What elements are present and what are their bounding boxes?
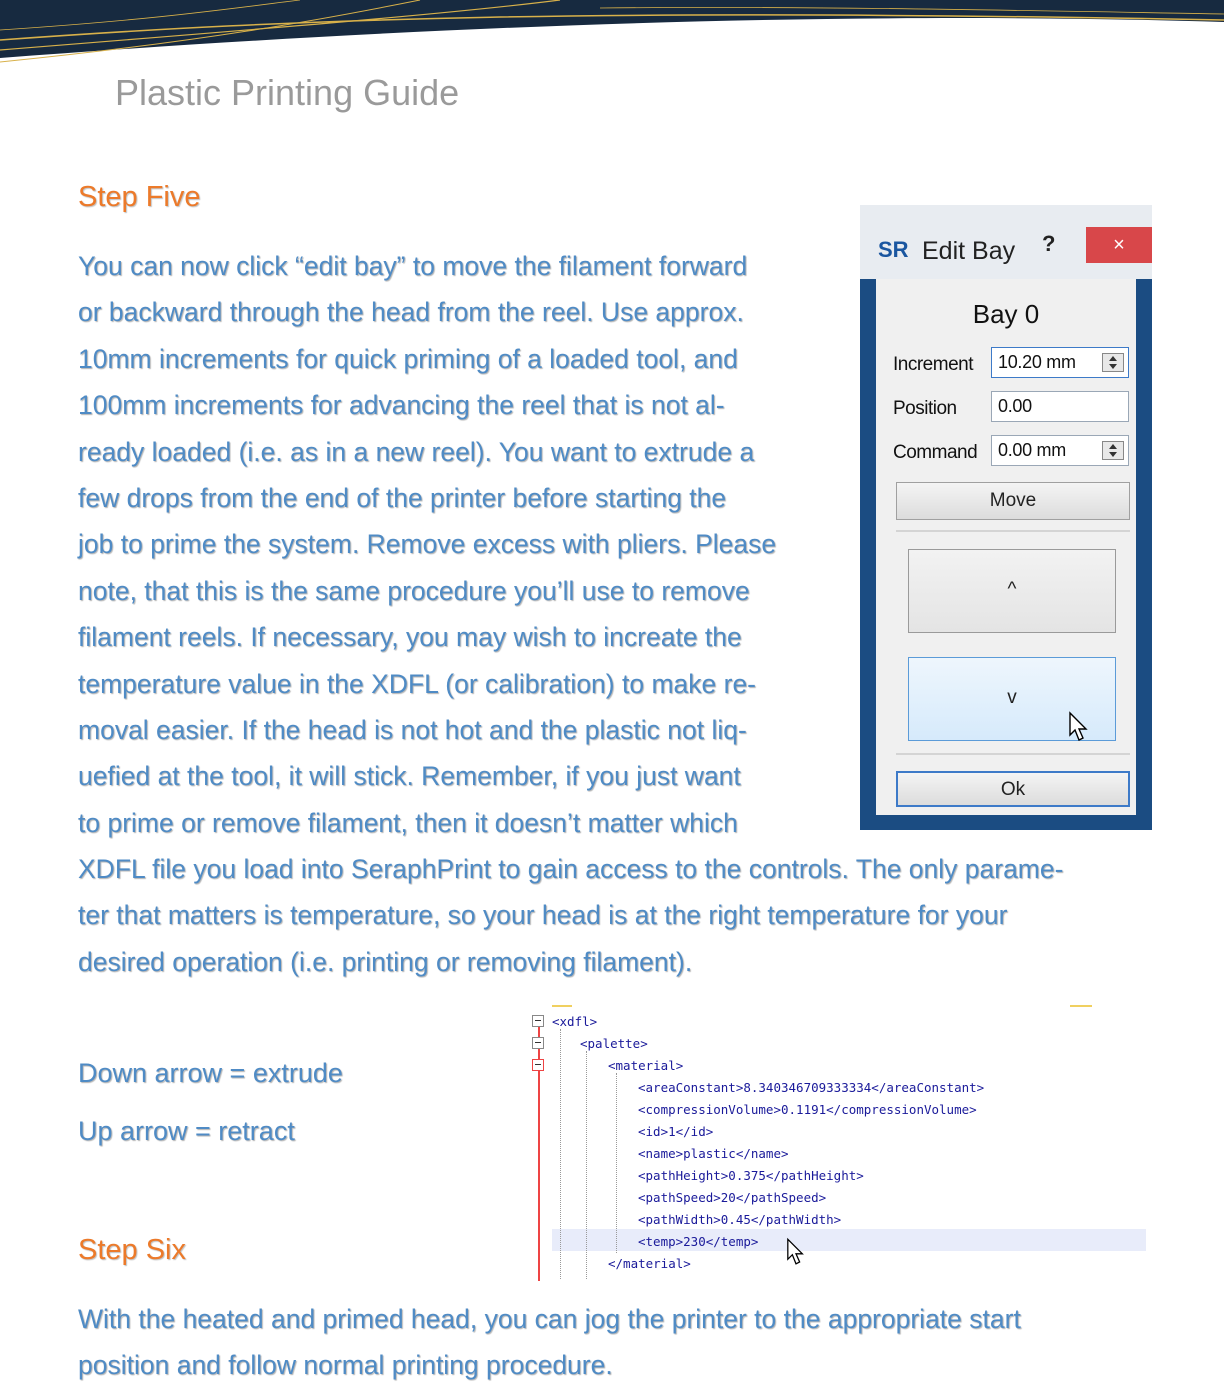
- fold-toggle-icon[interactable]: [532, 1037, 544, 1049]
- step-five-paragraph-continued: [78, 846, 1063, 985]
- paragraph-line: or backward through the head from the reel. Use approx.: [78, 297, 744, 328]
- paragraph-line: moval easier. If the head is not hot and the plastic not liq-: [78, 715, 747, 746]
- xml-line: <material>: [608, 1058, 684, 1073]
- xml-line: <name>plastic</name>: [638, 1146, 789, 1161]
- position-value: 0.00: [998, 396, 1032, 416]
- separator: [896, 530, 1130, 532]
- mouse-cursor-icon: [786, 1237, 806, 1267]
- mouse-cursor-icon: [1068, 711, 1090, 743]
- dialog-body: [876, 279, 1136, 815]
- paragraph-line: XDFL file you load into SeraphPrint to gain access to the controls. The only parame-: [78, 854, 1064, 884]
- xml-line: <temp>230</temp>: [638, 1234, 759, 1249]
- dialog-title: Edit Bay: [922, 237, 1016, 265]
- legend-up-arrow: Up arrow = retract: [78, 1116, 295, 1146]
- step-six-paragraph: [78, 1296, 1021, 1389]
- increment-stepper[interactable]: [991, 347, 1129, 378]
- command-value: 0.00 mm: [998, 440, 1066, 460]
- paragraph-line: uefied at the tool, it will stick. Remember, if you just want: [78, 761, 741, 792]
- paragraph-line: ready loaded (i.e. as in a new reel). You want to extrude a: [78, 436, 755, 467]
- position-label: Position: [893, 398, 957, 419]
- command-stepper[interactable]: [991, 435, 1129, 466]
- paragraph-line: position and follow normal printing procedure.: [78, 1350, 613, 1381]
- move-button[interactable]: Move: [896, 482, 1130, 520]
- paragraph-line: 100mm increments for advancing the reel that is not al-: [78, 390, 725, 421]
- separator: [896, 753, 1130, 755]
- xml-line: <pathHeight>0.375</pathHeight>: [638, 1168, 864, 1183]
- bay-label: Bay 0: [972, 299, 1040, 329]
- paragraph-line: desired operation (i.e. printing or removing filament).: [78, 946, 693, 977]
- fold-toggle-icon[interactable]: [532, 1015, 544, 1027]
- dialog-top-strip: [860, 205, 1152, 227]
- increment-value: 10.20 mm: [998, 352, 1076, 372]
- command-label: Command: [893, 442, 978, 463]
- position-field[interactable]: [991, 391, 1129, 422]
- edit-bay-dialog: [860, 205, 1152, 830]
- paragraph-line: 10mm increments for quick priming of a loaded tool, and: [78, 343, 738, 374]
- increment-label: Increment: [893, 354, 973, 375]
- xml-line: <palette>: [580, 1036, 648, 1051]
- dialog-titlebar: [860, 227, 1152, 279]
- xml-line: <pathWidth>0.45</pathWidth>: [638, 1212, 842, 1227]
- paragraph-line: to prime or remove filament, then it doesn’t matter which: [78, 807, 738, 838]
- indent-guide: [560, 1029, 562, 1279]
- paragraph-line: With the heated and primed head, you can jog the printer to the appropriate start: [78, 1304, 1021, 1334]
- spin-arrows-icon[interactable]: [1102, 353, 1124, 372]
- indent-guide: [616, 1073, 618, 1253]
- xml-line: <pathSpeed>20</pathSpeed>: [638, 1190, 827, 1205]
- app-logo-icon: SR: [878, 237, 909, 262]
- spin-arrows-icon[interactable]: [1102, 441, 1124, 460]
- close-button[interactable]: ×: [1086, 227, 1152, 263]
- editor-marker: [1070, 1005, 1092, 1007]
- document-title: Plastic Printing Guide: [115, 72, 460, 113]
- fold-gutter: [538, 1015, 540, 1281]
- paragraph-line: temperature value in the XDFL (or calibration) to make re-: [78, 668, 757, 699]
- down-arrow-button[interactable]: v: [908, 657, 1116, 741]
- editor-marker: [552, 1005, 572, 1007]
- help-button[interactable]: ?: [1042, 231, 1056, 256]
- paragraph-line: You can now click “edit bay” to move the filament forward: [78, 251, 748, 281]
- xml-editor-snippet: [522, 1005, 1146, 1281]
- paragraph-line: job to prime the system. Remove excess with pliers. Please: [78, 529, 777, 560]
- paragraph-line: ter that matters is temperature, so your head is at the right temperature for your: [78, 900, 1008, 931]
- ok-button[interactable]: Ok: [896, 771, 1130, 807]
- indent-guide: [586, 1051, 588, 1279]
- paragraph-line: filament reels. If necessary, you may wish to increate the: [78, 622, 742, 653]
- fold-toggle-icon[interactable]: [532, 1059, 544, 1071]
- xml-line: <xdfl>: [552, 1014, 598, 1029]
- xml-line: <areaConstant>8.340346709333334</areaConstant>: [638, 1080, 985, 1095]
- paragraph-line: few drops from the end of the printer before starting the: [78, 483, 727, 514]
- up-arrow-button[interactable]: ^: [908, 549, 1116, 633]
- step-five-paragraph: [78, 243, 776, 846]
- step-five-heading: Step Five: [78, 181, 201, 213]
- xml-line: <id>1</id>: [638, 1124, 714, 1139]
- step-six-heading: Step Six: [78, 1234, 186, 1266]
- paragraph-line: note, that this is the same procedure you’ll use to remove: [78, 575, 750, 606]
- xml-line: <compressionVolume>0.1191</compressionVolume>: [638, 1102, 977, 1117]
- header-banner: [0, 0, 1224, 70]
- xml-line: </material>: [608, 1256, 691, 1271]
- legend-down-arrow: Down arrow = extrude: [78, 1058, 343, 1088]
